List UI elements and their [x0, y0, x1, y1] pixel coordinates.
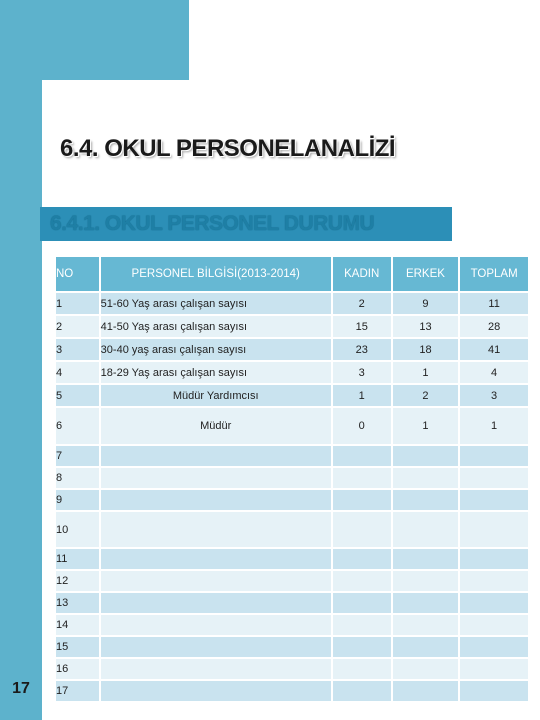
row-no: 3 [55, 338, 100, 361]
row-kadin: 0 [332, 407, 392, 445]
row-toplam [459, 614, 529, 636]
personnel-table [54, 255, 530, 703]
row-personnel-info [100, 467, 332, 489]
row-no: 12 [55, 570, 100, 592]
row-erkek [392, 592, 460, 614]
row-personnel-info [100, 511, 332, 548]
row-toplam [459, 570, 529, 592]
row-personnel-info [100, 592, 332, 614]
row-no: 13 [55, 592, 100, 614]
row-no: 14 [55, 614, 100, 636]
row-personnel-info [100, 570, 332, 592]
row-kadin [332, 680, 392, 702]
row-erkek [392, 614, 460, 636]
row-erkek: 1 [392, 407, 460, 445]
row-erkek [392, 636, 460, 658]
table-row [55, 658, 529, 680]
row-kadin: 23 [332, 338, 392, 361]
table-row [55, 315, 529, 338]
table-row [55, 338, 529, 361]
row-kadin [332, 570, 392, 592]
row-no: 4 [55, 361, 100, 384]
row-toplam [459, 511, 529, 548]
top-accent-block [42, 0, 189, 80]
row-no: 16 [55, 658, 100, 680]
row-toplam [459, 445, 529, 467]
row-toplam: 1 [459, 407, 529, 445]
header-kadin: KADIN [332, 256, 392, 292]
row-no: 1 [55, 292, 100, 315]
row-personnel-info [100, 489, 332, 511]
table-row [55, 548, 529, 570]
row-toplam: 3 [459, 384, 529, 407]
table-row [55, 592, 529, 614]
row-erkek [392, 445, 460, 467]
row-toplam [459, 489, 529, 511]
left-accent-band [0, 0, 42, 720]
table-row [55, 680, 529, 702]
table-row [55, 407, 529, 445]
row-erkek [392, 467, 460, 489]
row-personnel-info: 51-60 Yaş arası çalışan sayısı [100, 292, 332, 315]
row-toplam [459, 636, 529, 658]
row-personnel-info: 18-29 Yaş arası çalışan sayısı [100, 361, 332, 384]
row-erkek [392, 489, 460, 511]
row-no: 2 [55, 315, 100, 338]
row-personnel-info [100, 614, 332, 636]
page-number: 17 [12, 680, 30, 697]
table-row [55, 511, 529, 548]
row-no: 6 [55, 407, 100, 445]
page-title: 6.4. OKUL PERSONELANALİZİ [60, 135, 396, 162]
header-erkek: ERKEK [392, 256, 460, 292]
table-row [55, 384, 529, 407]
row-erkek: 18 [392, 338, 460, 361]
table-row [55, 614, 529, 636]
table-row [55, 361, 529, 384]
row-kadin: 1 [332, 384, 392, 407]
row-toplam: 11 [459, 292, 529, 315]
row-personnel-info [100, 680, 332, 702]
row-toplam [459, 680, 529, 702]
row-personnel-info: Müdür Yardımcısı [100, 384, 332, 407]
row-erkek: 2 [392, 384, 460, 407]
row-erkek [392, 680, 460, 702]
row-erkek: 1 [392, 361, 460, 384]
row-no: 15 [55, 636, 100, 658]
row-personnel-info [100, 445, 332, 467]
table-row [55, 445, 529, 467]
rounded-corner [42, 80, 102, 140]
row-erkek [392, 511, 460, 548]
row-kadin [332, 636, 392, 658]
row-kadin [332, 511, 392, 548]
row-toplam [459, 658, 529, 680]
row-no: 9 [55, 489, 100, 511]
row-kadin [332, 614, 392, 636]
row-toplam: 4 [459, 361, 529, 384]
row-no: 8 [55, 467, 100, 489]
row-toplam [459, 467, 529, 489]
row-kadin [332, 658, 392, 680]
row-kadin [332, 467, 392, 489]
row-kadin [332, 592, 392, 614]
row-erkek [392, 658, 460, 680]
section-subtitle: 6.4.1. OKUL PERSONEL DURUMU [50, 212, 375, 235]
row-erkek [392, 570, 460, 592]
row-no: 11 [55, 548, 100, 570]
row-no: 10 [55, 511, 100, 548]
row-toplam: 41 [459, 338, 529, 361]
row-erkek: 9 [392, 292, 460, 315]
row-personnel-info [100, 658, 332, 680]
table-row [55, 292, 529, 315]
header-no: NO [55, 256, 100, 292]
row-personnel-info: 30-40 yaş arası çalışan sayısı [100, 338, 332, 361]
row-no: 5 [55, 384, 100, 407]
row-toplam [459, 592, 529, 614]
table-row [55, 489, 529, 511]
row-no: 7 [55, 445, 100, 467]
row-kadin [332, 489, 392, 511]
row-kadin [332, 445, 392, 467]
row-personnel-info: Müdür [100, 407, 332, 445]
row-kadin: 3 [332, 361, 392, 384]
row-toplam [459, 548, 529, 570]
row-no: 17 [55, 680, 100, 702]
header-toplam: TOPLAM [459, 256, 529, 292]
table-row [55, 570, 529, 592]
row-personnel-info: 41-50 Yaş arası çalışan sayısı [100, 315, 332, 338]
row-erkek [392, 548, 460, 570]
row-kadin: 15 [332, 315, 392, 338]
row-personnel-info [100, 636, 332, 658]
header-personnel-info: PERSONEL BİLGİSİ(2013-2014) [100, 256, 332, 292]
table-row [55, 636, 529, 658]
row-kadin: 2 [332, 292, 392, 315]
row-erkek: 13 [392, 315, 460, 338]
row-toplam: 28 [459, 315, 529, 338]
table-row [55, 467, 529, 489]
row-kadin [332, 548, 392, 570]
table-body [55, 292, 529, 702]
table-header-row [55, 256, 529, 292]
row-personnel-info [100, 548, 332, 570]
